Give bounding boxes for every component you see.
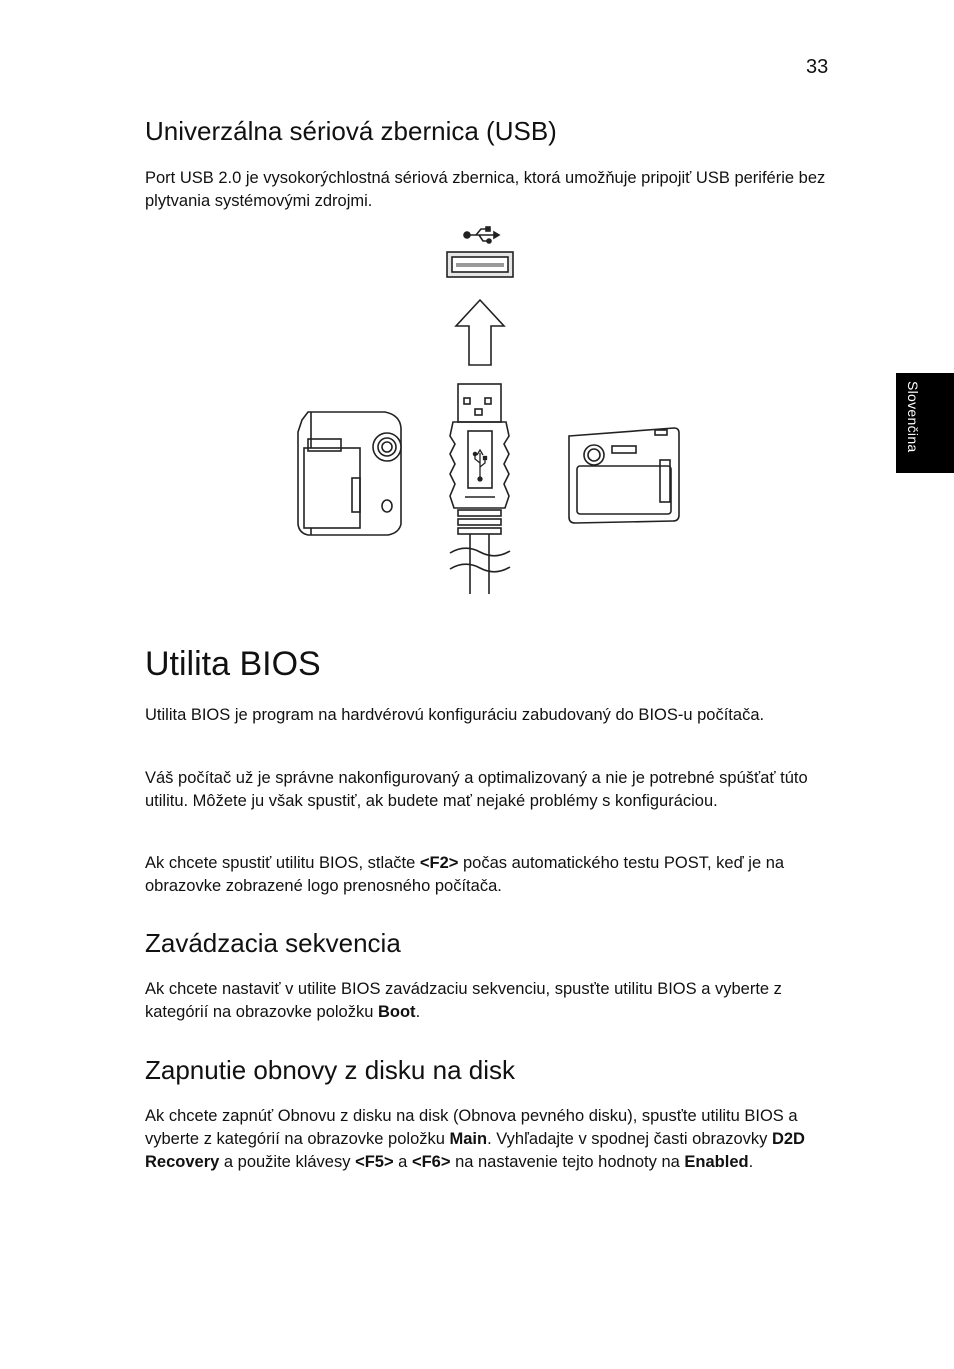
- f2-key: <F2>: [419, 854, 459, 872]
- bios-paragraph-1: Utilita BIOS je program na hardvérovú konfiguráciu zabudovaný do BIOS-u počítača.: [145, 706, 765, 724]
- digital-camera-icon: [569, 428, 679, 523]
- usb-symbol-icon: [464, 227, 499, 243]
- bios-paragraph-2: Váš počítač už je správne nakonfigurovaný a optimalizovaný a nie je potrebné spúšťať túto utilitu. Môžete ju však spustiť, ak budete mať nejaké problémy s konfiguráciou.: [145, 769, 808, 810]
- camcorder-icon: [298, 412, 401, 535]
- main-term: Main: [449, 1130, 488, 1148]
- language-tab: [896, 373, 954, 473]
- f5-key: <F5>: [355, 1153, 394, 1171]
- usb-illustration: [290, 222, 690, 602]
- usb-heading: Univerzálna sériová zbernica (USB): [145, 116, 557, 146]
- usb-plug-icon: [450, 384, 510, 594]
- d2d-recovery-term: D2D Recovery: [145, 1130, 805, 1171]
- f6-key: <F6>: [411, 1153, 451, 1171]
- bios-heading: Utilita BIOS: [145, 645, 321, 683]
- page-number: 33: [806, 56, 829, 78]
- usb-port-icon: [447, 252, 513, 277]
- boot-term: Boot: [377, 1003, 416, 1021]
- boot-paragraph: Ak chcete nastaviť v utilite BIOS zavádzaciu sekvenciu, spusťte utilitu BIOS a vyberte z kategórií na obrazovke položku Boot.: [145, 980, 782, 1021]
- d2d-paragraph: Ak chcete zapnúť Obnovu z disku na disk (Obnova pevného disku), spusťte utilitu BIOS a vyberte z kategórií na obrazovke položku Main. Vyhľadajte v spodnej časti obrazovky D2D Recovery a použite klávesy <F5> a <F6> na nastavenie tejto hodnoty na Enabled.: [145, 1107, 805, 1171]
- usb-paragraph: Port USB 2.0 je vysokorýchlostná sériová zbernica, ktorá umožňuje pripojiť USB periférie bez plytvania systémovými zdrojmi.: [145, 169, 826, 210]
- d2d-heading: Zapnutie obnovy z disku na disk: [145, 1055, 515, 1085]
- enabled-term: Enabled: [684, 1153, 749, 1171]
- language-tab-label: Slovenčina: [905, 381, 921, 453]
- up-arrow-icon: [456, 300, 504, 365]
- boot-heading: Zavádzacia sekvencia: [145, 928, 401, 958]
- bios-paragraph-3: Ak chcete spustiť utilitu BIOS, stlačte <F2> počas automatického testu POST, keď je na obrazovke zobrazené logo prenosného počítača.: [145, 854, 785, 895]
